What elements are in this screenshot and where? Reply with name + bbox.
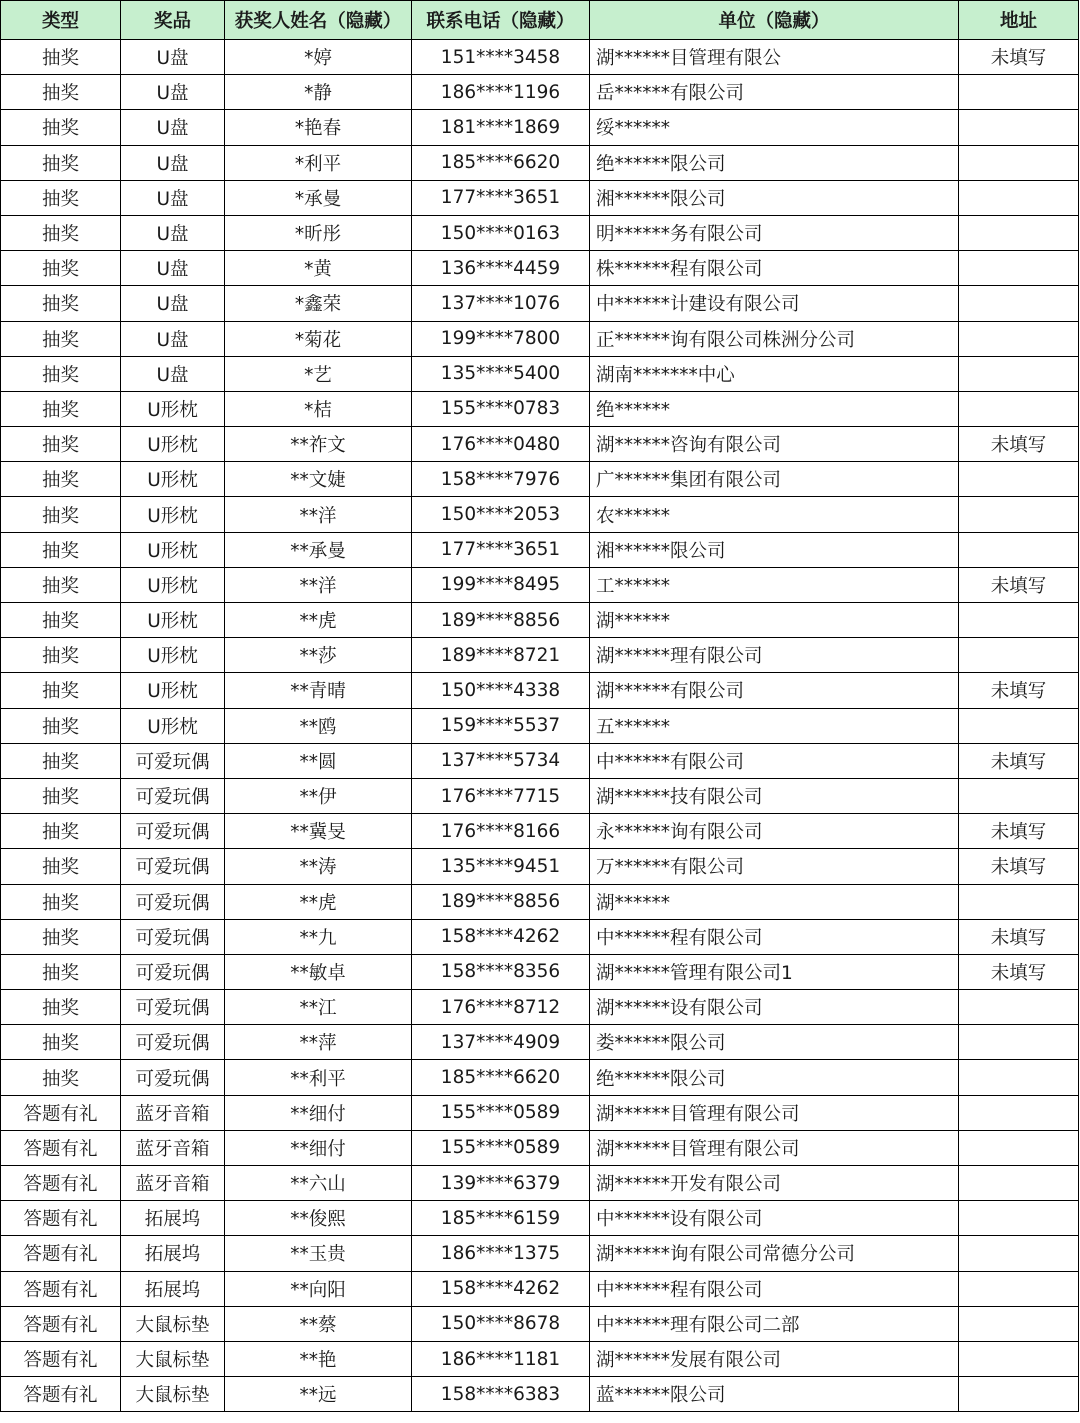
cell-unit[interactable]: 中******设有限公司	[590, 1201, 959, 1236]
cell-address[interactable]: 未填写	[959, 954, 1079, 989]
cell-phone[interactable]: 185****6159	[412, 1201, 590, 1236]
table-row	[1, 708, 1079, 743]
cell-address[interactable]	[959, 321, 1079, 356]
cell-phone[interactable]: 177****3651	[412, 180, 590, 215]
cell-address[interactable]	[959, 1095, 1079, 1130]
cell-winner-name[interactable]: *婷	[225, 40, 412, 75]
table-row	[1, 215, 1079, 250]
cell-type[interactable]: 答题有礼	[1, 1201, 121, 1236]
cell-winner-name[interactable]: **冀旻	[225, 814, 412, 849]
cell-address[interactable]: 未填写	[959, 849, 1079, 884]
table-row	[1, 40, 1079, 75]
cell-unit[interactable]: 湖******目管理有限公司	[590, 1095, 959, 1130]
cell-type[interactable]: 抽奖	[1, 1025, 121, 1060]
cell-unit[interactable]: 湖******理有限公司	[590, 638, 959, 673]
cell-type[interactable]: 抽奖	[1, 145, 121, 180]
cell-phone[interactable]: 159****5537	[412, 708, 590, 743]
cell-phone[interactable]: 199****7800	[412, 321, 590, 356]
cell-address[interactable]	[959, 1306, 1079, 1341]
cell-unit[interactable]: 湖******	[590, 603, 959, 638]
table-row	[1, 778, 1079, 813]
cell-type[interactable]: 抽奖	[1, 462, 121, 497]
table-row	[1, 1166, 1079, 1201]
cell-unit[interactable]: 株******程有限公司	[590, 251, 959, 286]
cell-address[interactable]	[959, 990, 1079, 1025]
cell-prize[interactable]: 拓展坞	[121, 1271, 225, 1306]
header-type[interactable]: 类型	[1, 1, 121, 40]
table-row	[1, 286, 1079, 321]
cell-address[interactable]	[959, 778, 1079, 813]
cell-address[interactable]	[959, 1025, 1079, 1060]
cell-winner-name[interactable]: **洋	[225, 497, 412, 532]
table-row	[1, 75, 1079, 110]
cell-type[interactable]: 抽奖	[1, 110, 121, 145]
cell-prize[interactable]: U盘	[121, 40, 225, 75]
table-row	[1, 1271, 1079, 1306]
table-row	[1, 954, 1079, 989]
cell-phone[interactable]: 150****0163	[412, 215, 590, 250]
cell-prize[interactable]: U形枕	[121, 391, 225, 426]
cell-unit[interactable]: 中******程有限公司	[590, 919, 959, 954]
cell-address[interactable]	[959, 1060, 1079, 1095]
cell-phone[interactable]: 176****7715	[412, 778, 590, 813]
cell-unit[interactable]: 湖******开发有限公司	[590, 1166, 959, 1201]
cell-type[interactable]: 抽奖	[1, 497, 121, 532]
cell-address[interactable]	[959, 708, 1079, 743]
table-row	[1, 356, 1079, 391]
cell-prize[interactable]: U形枕	[121, 497, 225, 532]
table-body	[1, 40, 1079, 1412]
cell-prize[interactable]: U形枕	[121, 603, 225, 638]
table-row	[1, 1095, 1079, 1130]
cell-type[interactable]: 抽奖	[1, 990, 121, 1025]
cell-prize[interactable]: U盘	[121, 356, 225, 391]
cell-unit[interactable]: 永******询有限公司	[590, 814, 959, 849]
cell-address[interactable]	[959, 215, 1079, 250]
cell-winner-name[interactable]: *菊花	[225, 321, 412, 356]
cell-address[interactable]	[959, 356, 1079, 391]
cell-winner-name[interactable]: *艺	[225, 356, 412, 391]
cell-winner-name[interactable]: **细付	[225, 1095, 412, 1130]
cell-address[interactable]	[959, 286, 1079, 321]
table-row	[1, 1025, 1079, 1060]
cell-unit[interactable]: 正******询有限公司株洲分公司	[590, 321, 959, 356]
cell-winner-name[interactable]: **圆	[225, 743, 412, 778]
cell-unit[interactable]: 岳******有限公司	[590, 75, 959, 110]
cell-prize[interactable]: U形枕	[121, 462, 225, 497]
cell-type[interactable]: 答题有礼	[1, 1095, 121, 1130]
table-row	[1, 497, 1079, 532]
cell-prize[interactable]: U形枕	[121, 427, 225, 462]
cell-winner-name[interactable]: **承曼	[225, 532, 412, 567]
cell-address[interactable]	[959, 532, 1079, 567]
cell-phone[interactable]: 189****8856	[412, 603, 590, 638]
cell-prize[interactable]: U盘	[121, 286, 225, 321]
cell-prize[interactable]: 大鼠标垫	[121, 1341, 225, 1376]
cell-phone[interactable]: 137****4909	[412, 1025, 590, 1060]
cell-prize[interactable]: 可爱玩偶	[121, 1060, 225, 1095]
cell-winner-name[interactable]: *黄	[225, 251, 412, 286]
cell-address[interactable]	[959, 1236, 1079, 1271]
cell-address[interactable]	[959, 391, 1079, 426]
cell-address[interactable]	[959, 884, 1079, 919]
cell-address[interactable]	[959, 1130, 1079, 1165]
cell-prize[interactable]: 拓展坞	[121, 1236, 225, 1271]
cell-winner-name[interactable]: **青晴	[225, 673, 412, 708]
cell-unit[interactable]: 中******程有限公司	[590, 1271, 959, 1306]
table-row	[1, 1201, 1079, 1236]
cell-phone[interactable]: 186****1375	[412, 1236, 590, 1271]
cell-type[interactable]: 抽奖	[1, 567, 121, 602]
cell-winner-name[interactable]: **萍	[225, 1025, 412, 1060]
cell-phone[interactable]: 158****8356	[412, 954, 590, 989]
cell-address[interactable]	[959, 497, 1079, 532]
cell-unit[interactable]: 湖******发展有限公司	[590, 1341, 959, 1376]
table-row	[1, 110, 1079, 145]
cell-phone[interactable]: 158****4262	[412, 1271, 590, 1306]
header-row	[1, 1, 1079, 40]
cell-type[interactable]: 抽奖	[1, 427, 121, 462]
cell-unit[interactable]: 湖南*******中心	[590, 356, 959, 391]
cell-phone[interactable]: 176****8166	[412, 814, 590, 849]
table-row	[1, 532, 1079, 567]
cell-phone[interactable]: 176****0480	[412, 427, 590, 462]
cell-phone[interactable]: 189****8721	[412, 638, 590, 673]
cell-type[interactable]: 抽奖	[1, 251, 121, 286]
cell-phone[interactable]: 199****8495	[412, 567, 590, 602]
cell-address[interactable]: 未填写	[959, 40, 1079, 75]
cell-phone[interactable]: 137****1076	[412, 286, 590, 321]
cell-prize[interactable]: U盘	[121, 251, 225, 286]
cell-type[interactable]: 答题有礼	[1, 1341, 121, 1376]
table-row	[1, 462, 1079, 497]
cell-prize[interactable]: U盘	[121, 110, 225, 145]
cell-type[interactable]: 答题有礼	[1, 1236, 121, 1271]
cell-prize[interactable]: U盘	[121, 321, 225, 356]
cell-unit[interactable]: 湘******限公司	[590, 532, 959, 567]
cell-type[interactable]: 抽奖	[1, 532, 121, 567]
cell-prize[interactable]: 大鼠标垫	[121, 1306, 225, 1341]
cell-winner-name[interactable]: **艳	[225, 1341, 412, 1376]
header-winner-name[interactable]: 获奖人姓名（隐藏）	[225, 1, 412, 40]
cell-address[interactable]	[959, 603, 1079, 638]
cell-winner-name[interactable]: *静	[225, 75, 412, 110]
cell-unit[interactable]: 五******	[590, 708, 959, 743]
cell-unit[interactable]: 湖******	[590, 884, 959, 919]
cell-address[interactable]: 未填写	[959, 743, 1079, 778]
cell-prize[interactable]: U盘	[121, 75, 225, 110]
cell-phone[interactable]: 186****1181	[412, 1341, 590, 1376]
cell-prize[interactable]: 可爱玩偶	[121, 778, 225, 813]
cell-winner-name[interactable]: **祚文	[225, 427, 412, 462]
cell-prize[interactable]: 可爱玩偶	[121, 849, 225, 884]
table-row	[1, 427, 1079, 462]
cell-type[interactable]: 答题有礼	[1, 1271, 121, 1306]
cell-prize[interactable]: 可爱玩偶	[121, 990, 225, 1025]
cell-unit[interactable]: 明******务有限公司	[590, 215, 959, 250]
cell-type[interactable]: 抽奖	[1, 356, 121, 391]
cell-phone[interactable]: 150****8678	[412, 1306, 590, 1341]
cell-unit[interactable]: 农******	[590, 497, 959, 532]
cell-phone[interactable]: 135****5400	[412, 356, 590, 391]
cell-prize[interactable]: 可爱玩偶	[121, 884, 225, 919]
cell-unit[interactable]: 蓝******限公司	[590, 1377, 959, 1412]
cell-prize[interactable]: U形枕	[121, 638, 225, 673]
cell-prize[interactable]: U形枕	[121, 567, 225, 602]
cell-unit[interactable]: 绥******	[590, 110, 959, 145]
cell-prize[interactable]: U形枕	[121, 673, 225, 708]
cell-winner-name[interactable]: **敏卓	[225, 954, 412, 989]
cell-unit[interactable]: 绝******	[590, 391, 959, 426]
cell-winner-name[interactable]: **玉贵	[225, 1236, 412, 1271]
cell-prize[interactable]: U盘	[121, 145, 225, 180]
cell-winner-name[interactable]: **洋	[225, 567, 412, 602]
table-row	[1, 990, 1079, 1025]
table-row	[1, 145, 1079, 180]
cell-address[interactable]	[959, 145, 1079, 180]
cell-winner-name[interactable]: **利平	[225, 1060, 412, 1095]
cell-prize[interactable]: U盘	[121, 215, 225, 250]
cell-prize[interactable]: 蓝牙音箱	[121, 1095, 225, 1130]
table-row	[1, 1060, 1079, 1095]
cell-type[interactable]: 抽奖	[1, 708, 121, 743]
cell-winner-name[interactable]: **莎	[225, 638, 412, 673]
cell-winner-name[interactable]: **虎	[225, 603, 412, 638]
cell-winner-name[interactable]: *昕彤	[225, 215, 412, 250]
cell-unit[interactable]: 湖******目管理有限公司	[590, 1130, 959, 1165]
cell-phone[interactable]: 176****8712	[412, 990, 590, 1025]
table-row	[1, 638, 1079, 673]
cell-winner-name[interactable]: **鸥	[225, 708, 412, 743]
cell-prize[interactable]: 蓝牙音箱	[121, 1166, 225, 1201]
cell-phone[interactable]: 155****0589	[412, 1095, 590, 1130]
table-row	[1, 1236, 1079, 1271]
cell-phone[interactable]: 137****5734	[412, 743, 590, 778]
table-row	[1, 1341, 1079, 1376]
cell-prize[interactable]: 可爱玩偶	[121, 814, 225, 849]
cell-prize[interactable]: 大鼠标垫	[121, 1377, 225, 1412]
cell-winner-name[interactable]: **六山	[225, 1166, 412, 1201]
cell-unit[interactable]: 湘******限公司	[590, 180, 959, 215]
cell-unit[interactable]: 中******有限公司	[590, 743, 959, 778]
cell-unit[interactable]: 湖******有限公司	[590, 673, 959, 708]
cell-phone[interactable]: 155****0783	[412, 391, 590, 426]
cell-type[interactable]: 抽奖	[1, 215, 121, 250]
cell-prize[interactable]: 可爱玩偶	[121, 743, 225, 778]
cell-address[interactable]	[959, 1377, 1079, 1412]
cell-prize[interactable]: U盘	[121, 180, 225, 215]
cell-phone[interactable]: 151****3458	[412, 40, 590, 75]
header-address[interactable]: 地址	[959, 1, 1079, 40]
cell-type[interactable]: 抽奖	[1, 954, 121, 989]
cell-type[interactable]: 抽奖	[1, 321, 121, 356]
table-row	[1, 884, 1079, 919]
cell-phone[interactable]: 177****3651	[412, 532, 590, 567]
cell-unit[interactable]: 湖******设有限公司	[590, 990, 959, 1025]
cell-phone[interactable]: 136****4459	[412, 251, 590, 286]
header-prize[interactable]: 奖品	[121, 1, 225, 40]
table-row	[1, 814, 1079, 849]
table-row	[1, 603, 1079, 638]
cell-address[interactable]: 未填写	[959, 673, 1079, 708]
cell-phone[interactable]: 186****1196	[412, 75, 590, 110]
cell-prize[interactable]: 拓展坞	[121, 1201, 225, 1236]
cell-phone[interactable]: 158****4262	[412, 919, 590, 954]
cell-address[interactable]	[959, 1341, 1079, 1376]
cell-address[interactable]	[959, 1166, 1079, 1201]
cell-unit[interactable]: 湖******技有限公司	[590, 778, 959, 813]
cell-phone[interactable]: 189****8856	[412, 884, 590, 919]
cell-address[interactable]: 未填写	[959, 814, 1079, 849]
cell-type[interactable]: 抽奖	[1, 849, 121, 884]
cell-winner-name[interactable]: **远	[225, 1377, 412, 1412]
cell-address[interactable]: 未填写	[959, 427, 1079, 462]
cell-unit[interactable]: 湖******咨询有限公司	[590, 427, 959, 462]
cell-phone[interactable]: 158****7976	[412, 462, 590, 497]
cell-type[interactable]: 抽奖	[1, 75, 121, 110]
cell-type[interactable]: 抽奖	[1, 180, 121, 215]
cell-unit[interactable]: 绝******限公司	[590, 145, 959, 180]
cell-type[interactable]: 抽奖	[1, 391, 121, 426]
cell-winner-name[interactable]: *鑫荣	[225, 286, 412, 321]
table-row	[1, 919, 1079, 954]
header-unit[interactable]: 单位（隐藏）	[590, 1, 959, 40]
header-phone[interactable]: 联系电话（隐藏）	[412, 1, 590, 40]
cell-winner-name[interactable]: *艳春	[225, 110, 412, 145]
table-row	[1, 567, 1079, 602]
cell-prize[interactable]: U形枕	[121, 708, 225, 743]
cell-type[interactable]: 答题有礼	[1, 1306, 121, 1341]
cell-phone[interactable]: 155****0589	[412, 1130, 590, 1165]
cell-winner-name[interactable]: *利平	[225, 145, 412, 180]
cell-unit[interactable]: 中******理有限公司二部	[590, 1306, 959, 1341]
table-row	[1, 849, 1079, 884]
cell-prize[interactable]: 可爱玩偶	[121, 1025, 225, 1060]
cell-address[interactable]	[959, 110, 1079, 145]
cell-unit[interactable]: 娄******限公司	[590, 1025, 959, 1060]
cell-type[interactable]: 抽奖	[1, 884, 121, 919]
cell-prize[interactable]: 可爱玩偶	[121, 954, 225, 989]
cell-unit[interactable]: 湖******目管理有限公	[590, 40, 959, 75]
cell-phone[interactable]: 150****2053	[412, 497, 590, 532]
table-row	[1, 1306, 1079, 1341]
cell-winner-name[interactable]: *承曼	[225, 180, 412, 215]
cell-unit[interactable]: 广******集团有限公司	[590, 462, 959, 497]
cell-type[interactable]: 答题有礼	[1, 1130, 121, 1165]
cell-type[interactable]: 抽奖	[1, 673, 121, 708]
cell-address[interactable]	[959, 462, 1079, 497]
cell-winner-name[interactable]: **俊熙	[225, 1201, 412, 1236]
cell-phone[interactable]: 181****1869	[412, 110, 590, 145]
cell-winner-name[interactable]: **江	[225, 990, 412, 1025]
cell-unit[interactable]: 湖******询有限公司常德分公司	[590, 1236, 959, 1271]
cell-winner-name[interactable]: **涛	[225, 849, 412, 884]
cell-type[interactable]: 抽奖	[1, 603, 121, 638]
cell-prize[interactable]: 蓝牙音箱	[121, 1130, 225, 1165]
cell-unit[interactable]: 湖******管理有限公司1	[590, 954, 959, 989]
table-row	[1, 391, 1079, 426]
cell-address[interactable]	[959, 638, 1079, 673]
cell-phone[interactable]: 139****6379	[412, 1166, 590, 1201]
table-row	[1, 251, 1079, 286]
table-row	[1, 1377, 1079, 1412]
cell-type[interactable]: 答题有礼	[1, 1377, 121, 1412]
cell-prize[interactable]: U形枕	[121, 532, 225, 567]
cell-address[interactable]	[959, 75, 1079, 110]
cell-type[interactable]: 抽奖	[1, 743, 121, 778]
cell-type[interactable]: 抽奖	[1, 814, 121, 849]
cell-address[interactable]: 未填写	[959, 919, 1079, 954]
cell-winner-name[interactable]: **蔡	[225, 1306, 412, 1341]
cell-type[interactable]: 抽奖	[1, 286, 121, 321]
cell-winner-name[interactable]: **文婕	[225, 462, 412, 497]
cell-address[interactable]: 未填写	[959, 567, 1079, 602]
cell-winner-name[interactable]: **细付	[225, 1130, 412, 1165]
table-row	[1, 743, 1079, 778]
cell-type[interactable]: 抽奖	[1, 638, 121, 673]
table-row	[1, 321, 1079, 356]
cell-unit[interactable]: 工******	[590, 567, 959, 602]
cell-phone[interactable]: 150****4338	[412, 673, 590, 708]
cell-address[interactable]	[959, 251, 1079, 286]
cell-type[interactable]: 抽奖	[1, 1060, 121, 1095]
cell-unit[interactable]: 中******计建设有限公司	[590, 286, 959, 321]
cell-winner-name[interactable]: **虎	[225, 884, 412, 919]
table-row	[1, 1130, 1079, 1165]
cell-phone[interactable]: 135****9451	[412, 849, 590, 884]
cell-winner-name[interactable]: **九	[225, 919, 412, 954]
cell-type[interactable]: 抽奖	[1, 40, 121, 75]
cell-unit[interactable]: 绝******限公司	[590, 1060, 959, 1095]
cell-phone[interactable]: 158****6383	[412, 1377, 590, 1412]
cell-winner-name[interactable]: *桔	[225, 391, 412, 426]
table-row	[1, 673, 1079, 708]
table-row	[1, 180, 1079, 215]
cell-phone[interactable]: 185****6620	[412, 1060, 590, 1095]
cell-unit[interactable]: 万******有限公司	[590, 849, 959, 884]
cell-address[interactable]	[959, 180, 1079, 215]
cell-phone[interactable]: 185****6620	[412, 145, 590, 180]
cell-type[interactable]: 抽奖	[1, 919, 121, 954]
cell-type[interactable]: 答题有礼	[1, 1166, 121, 1201]
cell-prize[interactable]: 可爱玩偶	[121, 919, 225, 954]
cell-address[interactable]	[959, 1271, 1079, 1306]
cell-type[interactable]: 抽奖	[1, 778, 121, 813]
cell-winner-name[interactable]: **向阳	[225, 1271, 412, 1306]
cell-winner-name[interactable]: **伊	[225, 778, 412, 813]
cell-address[interactable]	[959, 1201, 1079, 1236]
